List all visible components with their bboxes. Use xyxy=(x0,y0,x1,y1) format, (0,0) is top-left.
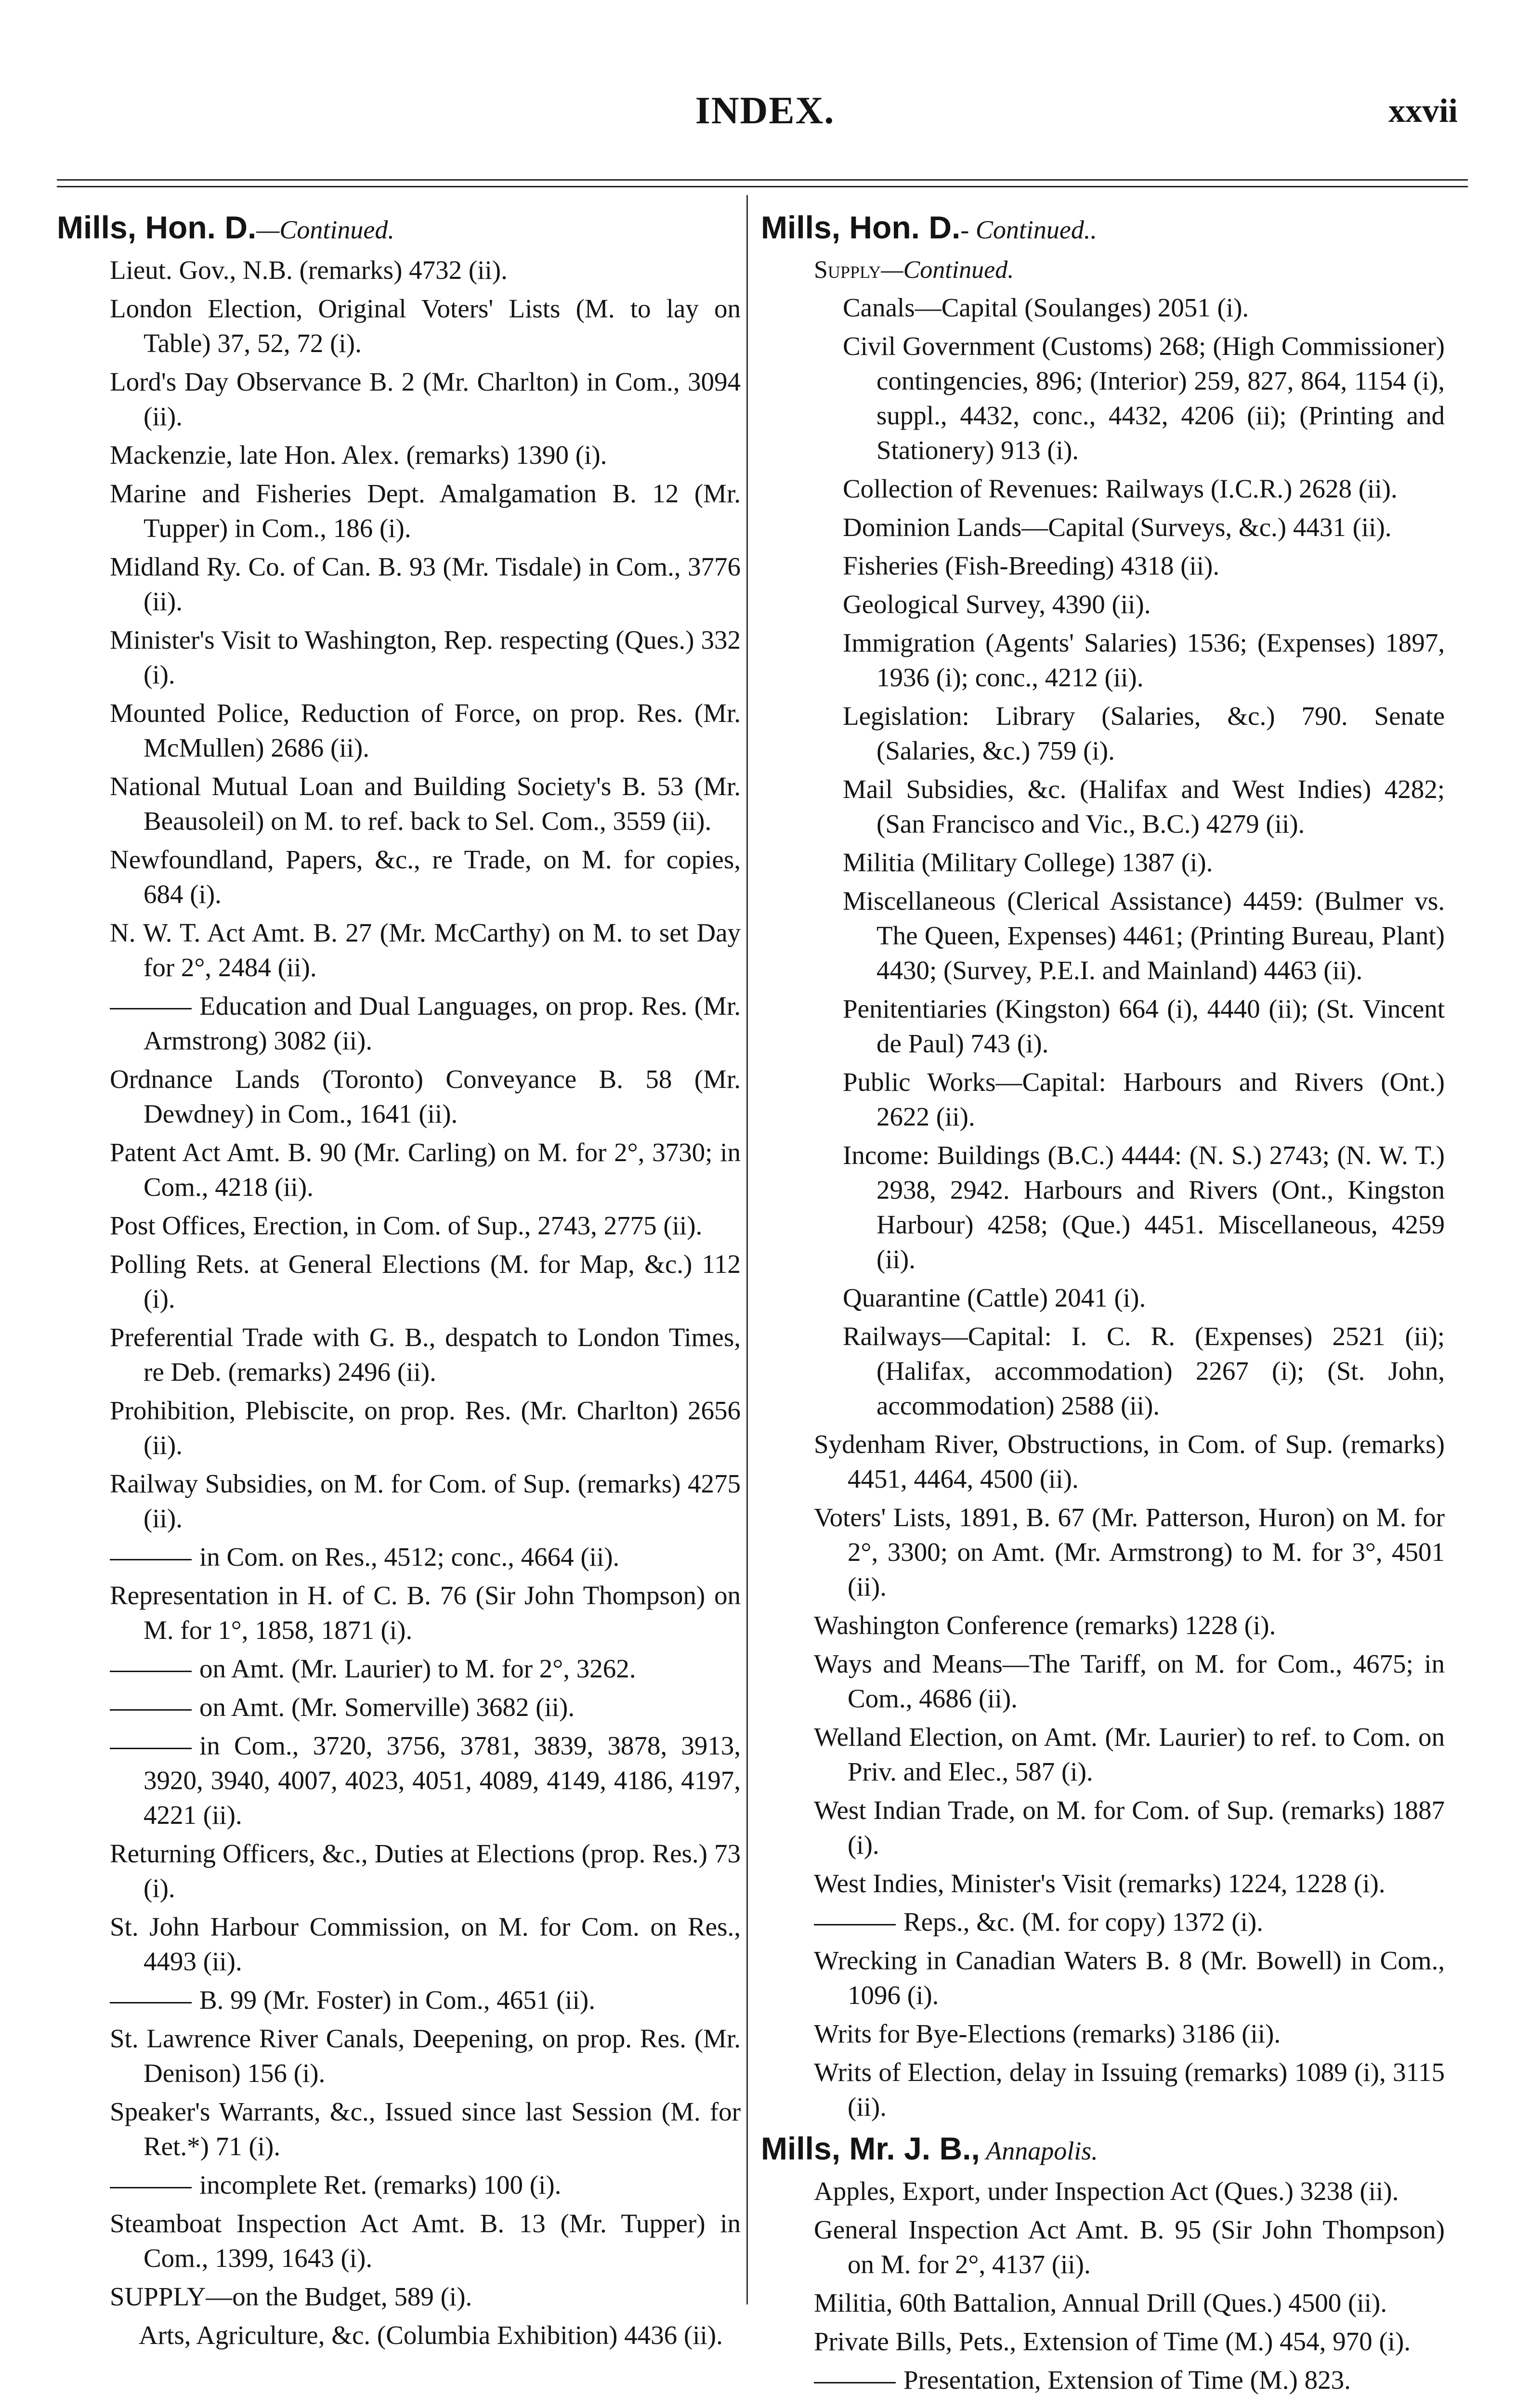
entry-text: Immigration (Agents' Salaries) 1536; (Expenses) 1897, 1936 (i); conc., 4212 (ii). xyxy=(843,628,1445,692)
index-entry xyxy=(57,291,741,361)
entry-text: Presentation, Extension of Time (M.) 823. xyxy=(903,2365,1351,2395)
index-heading xyxy=(761,2128,1445,2171)
entry-text: Lord's Day Observance B. 2 (Mr. Charlton) in Com., 3094 (ii). xyxy=(110,367,741,431)
continued-label: —Continued. xyxy=(256,215,394,244)
ditto-dash xyxy=(110,1559,192,1560)
continued-label: —Continued. xyxy=(881,256,1014,284)
index-entry xyxy=(57,1690,741,1725)
index-entry xyxy=(57,1578,741,1648)
index-entry xyxy=(57,1135,741,1204)
index-entry xyxy=(761,549,1445,583)
index-entry xyxy=(761,1138,1445,1277)
entry-text: Militia (Military College) 1387 (i). xyxy=(843,848,1213,877)
index-entry xyxy=(57,1728,741,1832)
index-entry xyxy=(761,1647,1445,1716)
index-entry xyxy=(57,1393,741,1463)
entry-text: Railway Subsidies, on M. for Com. of Sup. (remarks) 4275 (ii). xyxy=(110,1469,741,1533)
index-entry xyxy=(761,992,1445,1061)
entry-text: St. Lawrence River Canals, Deepening, on prop. Res. (Mr. Denison) 156 (i). xyxy=(110,2024,741,2088)
entry-text: Post Offices, Erection, in Com. of Sup., 2743, 2775 (ii). xyxy=(110,1211,703,1240)
index-heading xyxy=(57,207,741,250)
index-entry xyxy=(761,1905,1445,1939)
index-entry xyxy=(761,1065,1445,1134)
index-entry xyxy=(761,2286,1445,2320)
right-column xyxy=(761,207,1445,2401)
index-entry xyxy=(761,1608,1445,1643)
index-entry xyxy=(761,2363,1445,2397)
ditto-dash xyxy=(110,2002,192,2003)
entry-text: Lieut. Gov., N.B. (remarks) 4732 (ii). xyxy=(110,255,508,285)
index-entry xyxy=(761,845,1445,880)
index-entry xyxy=(761,329,1445,468)
entry-text: Railways—Capital: I. C. R. (Expenses) 2521 (ii); (Halifax, accommodation) 2267 (i); (St. John, accommodation) 2588 (ii). xyxy=(843,1322,1445,1420)
entry-text: Minister's Visit to Washington, Rep. respecting (Ques.) 332 (i). xyxy=(110,625,741,689)
continued-label: - Continued.. xyxy=(960,215,1097,244)
index-entry xyxy=(57,253,741,288)
entry-text: Income: Buildings (B.C.) 4444: (N. S.) 2743; (N. W. T.) 2938, 2942. Harbours and Rivers (Ont., Kingston Harbour) 4258; (Que.) 4451. Miscellaneous, 4259 (ii). xyxy=(843,1140,1445,1274)
entry-text: Reps., &c. (M. for copy) 1372 (i). xyxy=(903,1907,1263,1937)
entry-text: West Indies, Minister's Visit (remarks) 1224, 1228 (i). xyxy=(814,1869,1386,1898)
entry-text: Apples, Export, under Inspection Act (Ques.) 3238 (ii). xyxy=(814,2176,1399,2206)
header-rule-top xyxy=(57,179,1468,181)
entry-text: Midland Ry. Co. of Can. B. 93 (Mr. Tisdale) in Com., 3776 (ii). xyxy=(110,552,741,616)
ditto-dash xyxy=(110,1008,192,1009)
entry-text: Steamboat Inspection Act Amt. B. 13 (Mr. Tupper) in Com., 1399, 1643 (i). xyxy=(110,2209,741,2273)
index-subheading xyxy=(761,253,1445,288)
continued-label: Annapolis. xyxy=(980,2136,1098,2165)
index-entry xyxy=(57,438,741,472)
entry-text: St. John Harbour Commission, on M. for Com. on Res., 4493 (ii). xyxy=(110,1912,741,1976)
entry-text: Education and Dual Languages, on prop. Res. (Mr. Armstrong) 3082 (ii). xyxy=(144,991,741,1055)
entry-text: B. 99 (Mr. Foster) in Com., 4651 (ii). xyxy=(199,1985,595,2015)
entry-text: Newfoundland, Papers, &c., re Trade, on M. for copies, 684 (i). xyxy=(110,845,741,909)
entry-text: Arts, Agriculture, &c. (Columbia Exhibition) 4436 (ii). xyxy=(139,2320,723,2350)
index-entry xyxy=(57,550,741,619)
index-heading xyxy=(761,207,1445,250)
index-entry xyxy=(761,1866,1445,1901)
index-entry xyxy=(57,2021,741,2091)
index-entry xyxy=(57,696,741,765)
entry-text: Legislation: Library (Salaries, &c.) 790. Senate (Salaries, &c.) 759 (i). xyxy=(843,701,1445,765)
index-entry xyxy=(57,2279,741,2314)
index-entry xyxy=(57,842,741,912)
entry-text: Ways and Means—The Tariff, on M. for Com., 4675; in Com., 4686 (ii). xyxy=(814,1649,1445,1713)
page-title: INDEX. xyxy=(695,90,835,132)
ditto-dash xyxy=(814,2382,896,2383)
page-number: xxvii xyxy=(1388,92,1458,130)
entry-text: Quarantine (Cattle) 2041 (i). xyxy=(843,1283,1146,1312)
ditto-dash xyxy=(110,1671,192,1672)
entry-text: Polling Rets. at General Elections (M. for Map, &c.) 112 (i). xyxy=(110,1249,741,1313)
index-entry xyxy=(761,290,1445,325)
entry-text: in Com., 3720, 3756, 3781, 3839, 3878, 3913, 3920, 3940, 4007, 4023, 4051, 4089, 4149, 4186, 4197, 4221 (ii). xyxy=(144,1731,741,1830)
index-entry xyxy=(57,1910,741,1979)
entry-text: Ordnance Lands (Toronto) Conveyance B. 58 (Mr. Dewdney) in Com., 1641 (ii). xyxy=(110,1064,741,1128)
index-entry xyxy=(761,1281,1445,1315)
entry-text: General Inspection Act Amt. B. 95 (Sir John Thompson) on M. for 2°, 4137 (ii). xyxy=(814,2215,1445,2279)
index-entry xyxy=(57,623,741,692)
index-entry xyxy=(761,2174,1445,2209)
index-entry xyxy=(761,2016,1445,2051)
index-entry xyxy=(761,2055,1445,2124)
ditto-dash xyxy=(814,1924,896,1925)
entry-text: Writs for Bye-Elections (remarks) 3186 (ii). xyxy=(814,2019,1281,2048)
entry-text: Penitentiaries (Kingston) 664 (i), 4440 (ii); (St. Vincent de Paul) 743 (i). xyxy=(843,994,1445,1058)
index-entry xyxy=(57,365,741,434)
index-entry xyxy=(57,1208,741,1243)
ditto-dash xyxy=(110,2187,192,2188)
entry-text: Preferential Trade with G. B., despatch to London Times, re Deb. (remarks) 2496 (ii). xyxy=(110,1322,741,1387)
index-entry xyxy=(57,2094,741,2164)
heading-name: Mills, Hon. D. xyxy=(761,209,961,245)
entry-text: Voters' Lists, 1891, B. 67 (Mr. Patterson, Huron) on M. for 2°, 3300; on Amt. (Mr. Armstrong) to M. for 3°, 4501 (ii). xyxy=(814,1503,1445,1601)
index-entry xyxy=(761,1943,1445,2013)
entry-text: Speaker's Warrants, &c., Issued since last Session (M. for Ret.*) 71 (i). xyxy=(110,2097,741,2161)
entry-text: Sydenham River, Obstructions, in Com. of Sup. (remarks) 4451, 4464, 4500 (ii). xyxy=(814,1429,1445,1493)
index-entry xyxy=(57,916,741,985)
entry-text: on Amt. (Mr. Laurier) to M. for 2°, 3262. xyxy=(199,1654,636,1683)
index-entry xyxy=(761,1793,1445,1862)
entry-text: Marine and Fisheries Dept. Amalgamation B. 12 (Mr. Tupper) in Com., 186 (i). xyxy=(110,479,741,543)
index-entry xyxy=(57,2168,741,2202)
entry-text: Mackenzie, late Hon. Alex. (remarks) 1390 (i). xyxy=(110,440,607,470)
index-entry xyxy=(57,1466,741,1536)
heading-name: Mills, Hon. D. xyxy=(57,209,257,245)
entry-text: Geological Survey, 4390 (ii). xyxy=(843,589,1151,619)
entry-text: Representation in H. of C. B. 76 (Sir John Thompson) on M. for 1°, 1858, 1871 (i). xyxy=(110,1581,741,1645)
entry-text: Canals—Capital (Soulanges) 2051 (i). xyxy=(843,293,1249,322)
index-entry xyxy=(761,626,1445,695)
left-column xyxy=(57,207,741,2356)
index-entry xyxy=(761,772,1445,841)
index-entry xyxy=(761,510,1445,545)
ditto-dash xyxy=(110,1748,192,1749)
entry-text: Dominion Lands—Capital (Surveys, &c.) 4431 (ii). xyxy=(843,512,1392,542)
entry-text: Public Works—Capital: Harbours and Rivers (Ont.) 2622 (ii). xyxy=(843,1067,1445,1131)
entry-text: Miscellaneous (Clerical Assistance) 4459: (Bulmer vs. The Queen, Expenses) 4461; (Printing Bureau, Plant) 4430; (Survey, P.E.I. and Mainland) 4463 (ii). xyxy=(843,886,1445,985)
index-entry xyxy=(57,1247,741,1316)
entry-text: SUPPLY—on the Budget, 589 (i). xyxy=(110,2282,472,2311)
index-entry xyxy=(57,769,741,838)
entry-text: Prohibition, Plebiscite, on prop. Res. (Mr. Charlton) 2656 (ii). xyxy=(110,1396,741,1460)
index-entry xyxy=(57,2318,741,2353)
index-entry xyxy=(761,2212,1445,2282)
entry-text: Fisheries (Fish-Breeding) 4318 (ii). xyxy=(843,551,1220,580)
index-entry xyxy=(57,2206,741,2276)
entry-text: Private Bills, Pets., Extension of Time (M.) 454, 970 (i). xyxy=(814,2327,1411,2356)
entry-text: Civil Government (Customs) 268; (High Commissioner) contingencies, 896; (Interior) 259, 827, 864, 1154 (i), suppl., 4432, conc., 4432, 4206 (ii); (Printing and Stationery) 913 (i). xyxy=(843,331,1445,465)
entry-text: West Indian Trade, on M. for Com. of Sup. (remarks) 1887 (i). xyxy=(814,1795,1445,1859)
entry-text: Mounted Police, Reduction of Force, on prop. Res. (Mr. McMullen) 2686 (ii). xyxy=(110,698,741,762)
entry-text: Writs of Election, delay in Issuing (remarks) 1089 (i), 3115 (ii). xyxy=(814,2057,1445,2121)
index-entry xyxy=(57,1540,741,1574)
entry-text: Patent Act Amt. B. 90 (Mr. Carling) on M. for 2°, 3730; in Com., 4218 (ii). xyxy=(110,1138,741,1202)
entry-text: Mail Subsidies, &c. (Halifax and West Indies) 4282; (San Francisco and Vic., B.C.) 4279 (ii). xyxy=(843,774,1445,838)
entry-text: Wrecking in Canadian Waters B. 8 (Mr. Bowell) in Com., 1096 (i). xyxy=(814,1946,1445,2010)
index-entry xyxy=(761,1319,1445,1423)
ditto-dash xyxy=(110,1709,192,1711)
entry-text: Welland Election, on Amt. (Mr. Laurier) to ref. to Com. on Priv. and Elec., 587 (i). xyxy=(814,1722,1445,1786)
index-entry xyxy=(761,1500,1445,1604)
index-entry xyxy=(761,471,1445,506)
index-entry xyxy=(57,1983,741,2017)
index-entry xyxy=(57,1651,741,1686)
index-entry xyxy=(761,1427,1445,1496)
entry-text: incomplete Ret. (remarks) 100 (i). xyxy=(199,2170,562,2199)
entry-text: in Com. on Res., 4512; conc., 4664 (ii). xyxy=(199,1542,620,1571)
index-entry xyxy=(57,1836,741,1906)
entry-text: Returning Officers, &c., Duties at Elections (prop. Res.) 73 (i). xyxy=(110,1839,741,1903)
entry-text: National Mutual Loan and Building Society's B. 53 (Mr. Beausoleil) on M. to ref. back to Sel. Com., 3559 (ii). xyxy=(110,772,741,836)
index-entry xyxy=(761,2324,1445,2359)
index-entry xyxy=(57,1062,741,1131)
column-divider xyxy=(746,195,748,2304)
index-entry xyxy=(57,1320,741,1389)
header-rule-bottom xyxy=(57,186,1468,187)
entry-text: Washington Conference (remarks) 1228 (i). xyxy=(814,1610,1276,1640)
index-entry xyxy=(761,1720,1445,1789)
entry-text: on Amt. (Mr. Somerville) 3682 (ii). xyxy=(199,1692,575,1722)
heading-name: Mills, Mr. J. B., xyxy=(761,2131,980,2166)
index-entry xyxy=(761,587,1445,622)
heading-name: Supply xyxy=(814,256,881,284)
entry-text: Militia, 60th Battalion, Annual Drill (Ques.) 4500 (ii). xyxy=(814,2288,1387,2317)
index-entry xyxy=(57,989,741,1058)
entry-text: London Election, Original Voters' Lists (M. to lay on Table) 37, 52, 72 (i). xyxy=(110,294,741,358)
entry-text: N. W. T. Act Amt. B. 27 (Mr. McCarthy) on M. to set Day for 2°, 2484 (ii). xyxy=(110,918,741,982)
entry-text: Collection of Revenues: Railways (I.C.R.) 2628 (ii). xyxy=(843,474,1398,503)
index-entry xyxy=(57,476,741,546)
index-entry xyxy=(761,884,1445,988)
index-entry xyxy=(761,699,1445,768)
